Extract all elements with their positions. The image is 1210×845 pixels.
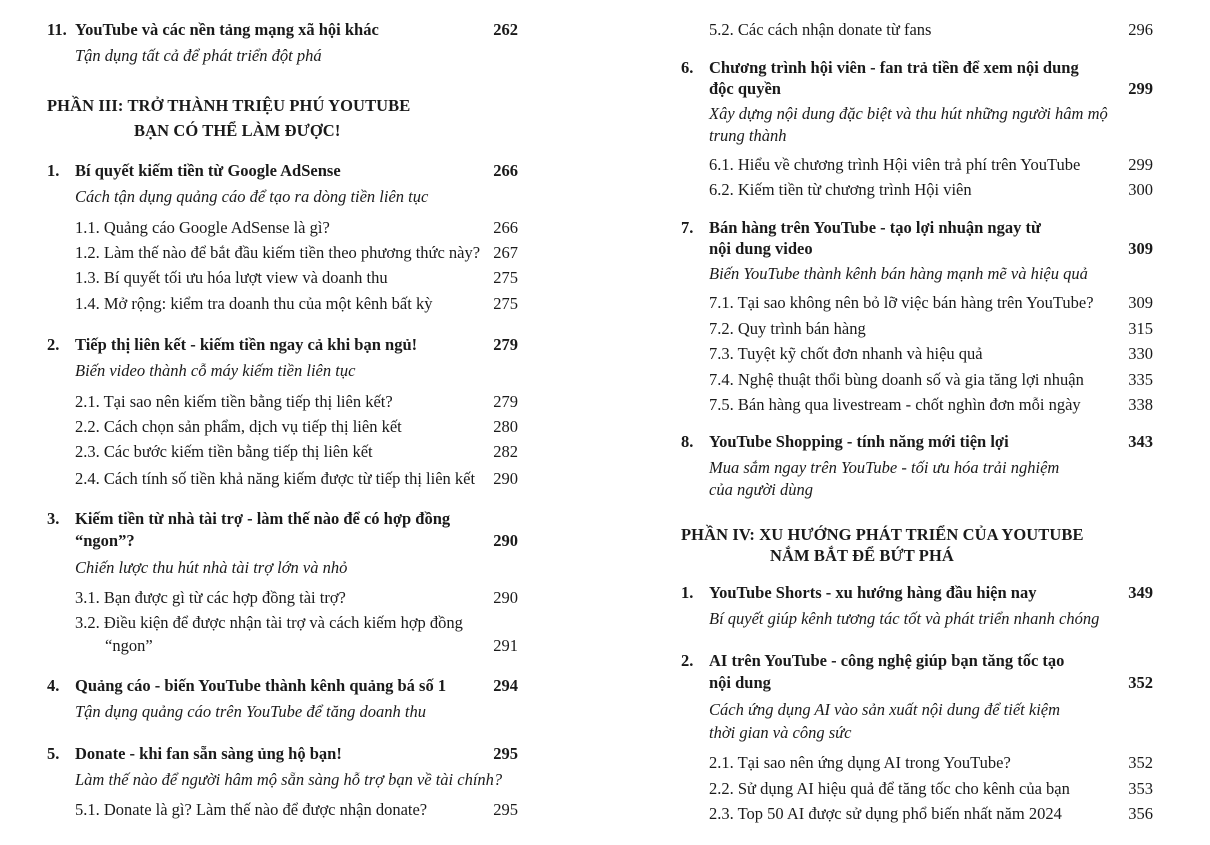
chapter-subtitle: Xây dựng nội dung đặc biệt và thu hút những người hâm mộ	[709, 104, 1108, 123]
page-number: 309	[1128, 293, 1153, 312]
chapter-subtitle: Bí quyết giúp kênh tương tác tốt và phát triển nhanh chóng	[709, 609, 1100, 628]
chapter-subtitle-line2: thời gian và công sức	[709, 723, 852, 742]
page-number: 282	[493, 442, 518, 461]
chapter-title: Bán hàng trên YouTube - tạo lợi nhuận ngay từ	[709, 218, 1041, 237]
chapter-number: 1.	[47, 161, 60, 180]
chapter-title-line2: nội dung	[709, 673, 771, 692]
page-number: 353	[1128, 779, 1153, 798]
page-number: 338	[1128, 395, 1153, 414]
page-number: 290	[493, 531, 518, 550]
section-item: 3.1. Bạn được gì từ các hợp đồng tài trợ?	[75, 588, 346, 607]
page-number: 279	[493, 392, 518, 411]
chapter-subtitle: Tận dụng quảng cáo trên YouTube để tăng doanh thu	[75, 702, 426, 721]
chapter-subtitle: Biến video thành cỗ máy kiếm tiền liên tục	[75, 361, 356, 380]
chapter-title-line2: nội dung video	[709, 239, 813, 258]
section-item: 7.5. Bán hàng qua livestream - chốt nghìn đơn mỗi ngày	[709, 395, 1081, 414]
chapter-number: 7.	[681, 218, 694, 237]
chapter-subtitle-line2: trung thành	[709, 126, 787, 145]
chapter-title: AI trên YouTube - công nghệ giúp bạn tăng tốc tạo	[709, 651, 1065, 670]
section-item: 2.1. Tại sao nên kiếm tiền bằng tiếp thị liên kết?	[75, 392, 393, 411]
page-number: 295	[493, 800, 518, 819]
section-item: 7.1. Tại sao không nên bỏ lỡ việc bán hàng trên YouTube?	[709, 293, 1094, 312]
page-number: 356	[1128, 804, 1153, 823]
page-number: 295	[493, 744, 518, 763]
section-item: 7.4. Nghệ thuật thổi bùng doanh số và gia tăng lợi nhuận	[709, 370, 1084, 389]
section-item: 7.3. Tuyệt kỹ chốt đơn nhanh và hiệu quả	[709, 344, 983, 363]
chapter-title: Quảng cáo - biến YouTube thành kênh quảng bá số 1	[75, 676, 447, 695]
chapter-number: 8.	[681, 432, 694, 451]
page-number: 266	[493, 161, 518, 180]
chapter-title: Chương trình hội viên - fan trả tiền để xem nội dung	[709, 58, 1079, 77]
section-item: 1.4. Mở rộng: kiểm tra doanh thu của một kênh bất kỳ	[75, 294, 433, 313]
chapter-title: Kiếm tiền từ nhà tài trợ - làm thế nào để có hợp đồng	[75, 509, 451, 528]
chapter-number: 2.	[681, 651, 694, 670]
chapter-subtitle: Chiến lược thu hút nhà tài trợ lớn và nhỏ	[75, 558, 348, 577]
section-item: 2.2. Cách chọn sản phẩm, dịch vụ tiếp thị liên kết	[75, 417, 402, 436]
chapter-number: 4.	[47, 676, 60, 695]
page-number: 299	[1128, 155, 1153, 174]
chapter-subtitle: Mua sắm ngay trên YouTube - tối ưu hóa trải nghiệm	[709, 458, 1060, 477]
page-number: 349	[1128, 583, 1153, 602]
page-number: 279	[493, 335, 518, 354]
page-number: 335	[1128, 370, 1153, 389]
chapter-subtitle: Tận dụng tất cả để phát triển đột phá	[75, 46, 322, 65]
chapter-title: YouTube Shopping - tính năng mới tiện lợi	[709, 432, 1009, 451]
chapter-title-line2: độc quyền	[709, 79, 781, 98]
page-number: 275	[493, 268, 518, 287]
page-number: 290	[493, 469, 518, 488]
chapter-title: YouTube Shorts - xu hướng hàng đầu hiện nay	[709, 583, 1037, 602]
page-number: 309	[1128, 239, 1153, 258]
chapter-subtitle: Làm thế nào để người hâm mộ sẵn sàng hỗ trợ bạn về tài chính?	[75, 770, 503, 789]
section-item: 1.2. Làm thế nào để bắt đầu kiếm tiền theo phương thức này?	[75, 243, 481, 262]
section-item: 1.3. Bí quyết tối ưu hóa lượt view và doanh thu	[75, 268, 388, 287]
part-heading-line2: NẮM BẮT ĐỂ BỨT PHÁ	[770, 546, 954, 565]
chapter-title: Tiếp thị liên kết - kiếm tiền ngay cả khi bạn ngủ!	[75, 335, 418, 354]
part-heading: PHẦN III: TRỞ THÀNH TRIỆU PHÚ YOUTUBE	[47, 96, 411, 115]
chapter-title-line2: “ngon”?	[75, 531, 135, 550]
section-item-line2: “ngon”	[105, 636, 153, 655]
chapter-number: 3.	[47, 509, 60, 528]
page-number: 330	[1128, 344, 1153, 363]
chapter-subtitle-line2: của người dùng	[709, 480, 813, 499]
chapter-subtitle: Biến YouTube thành kênh bán hàng mạnh mẽ và hiệu quả	[709, 264, 1088, 283]
page-number: 266	[493, 218, 518, 237]
page-number: 290	[493, 588, 518, 607]
section-item: 7.2. Quy trình bán hàng	[709, 319, 866, 338]
page-number: 280	[493, 417, 518, 436]
section-item: 1.1. Quảng cáo Google AdSense là gì?	[75, 218, 330, 237]
section-item: 3.2. Điều kiện để được nhận tài trợ và cách kiếm hợp đồng	[75, 613, 463, 632]
section-item: 2.2. Sử dụng AI hiệu quả để tăng tốc cho kênh của bạn	[709, 779, 1070, 798]
page-number: 315	[1128, 319, 1153, 338]
section-item: 6.2. Kiếm tiền từ chương trình Hội viên	[709, 180, 972, 199]
chapter-title: YouTube và các nền tảng mạng xã hội khác	[75, 20, 379, 39]
chapter-number: 11.	[47, 20, 67, 39]
part-heading: PHẦN IV: XU HƯỚNG PHÁT TRIỂN CỦA YOUTUBE	[681, 525, 1084, 544]
chapter-subtitle: Cách tận dụng quảng cáo để tạo ra dòng tiền liên tục	[75, 187, 429, 206]
page-number: 352	[1128, 673, 1153, 692]
section-item: 6.1. Hiểu về chương trình Hội viên trả phí trên YouTube	[709, 155, 1081, 174]
chapter-title: Bí quyết kiếm tiền từ Google AdSense	[75, 161, 341, 180]
page-number: 275	[493, 294, 518, 313]
section-item: 2.1. Tại sao nên ứng dụng AI trong YouTube?	[709, 753, 1011, 772]
section-item: 2.3. Các bước kiếm tiền bằng tiếp thị liên kết	[75, 442, 373, 461]
chapter-number: 5.	[47, 744, 60, 763]
section-item: 5.1. Donate là gì? Làm thế nào để được nhận donate?	[75, 800, 428, 819]
chapter-number: 6.	[681, 58, 694, 77]
page-number: 300	[1128, 180, 1153, 199]
chapter-number: 1.	[681, 583, 694, 602]
section-item: 2.3. Top 50 AI được sử dụng phổ biến nhất năm 2024	[709, 804, 1062, 823]
page-number: 294	[493, 676, 518, 695]
page-number: 343	[1128, 432, 1153, 451]
page-number: 299	[1128, 79, 1153, 98]
page-number: 296	[1128, 20, 1153, 39]
page-number: 262	[493, 20, 518, 39]
section-item: 2.4. Cách tính số tiền khả năng kiếm được từ tiếp thị liên kết	[75, 469, 476, 488]
page-number: 352	[1128, 753, 1153, 772]
chapter-title: Donate - khi fan sẵn sàng ủng hộ bạn!	[75, 744, 342, 763]
chapter-subtitle: Cách ứng dụng AI vào sản xuất nội dung để tiết kiệm	[709, 700, 1061, 719]
section-item: 5.2. Các cách nhận donate từ fans	[709, 20, 932, 39]
page-number: 291	[493, 636, 518, 655]
chapter-number: 2.	[47, 335, 60, 354]
page-number: 267	[493, 243, 518, 262]
part-heading-line2: BẠN CÓ THỂ LÀM ĐƯỢC!	[134, 121, 341, 140]
